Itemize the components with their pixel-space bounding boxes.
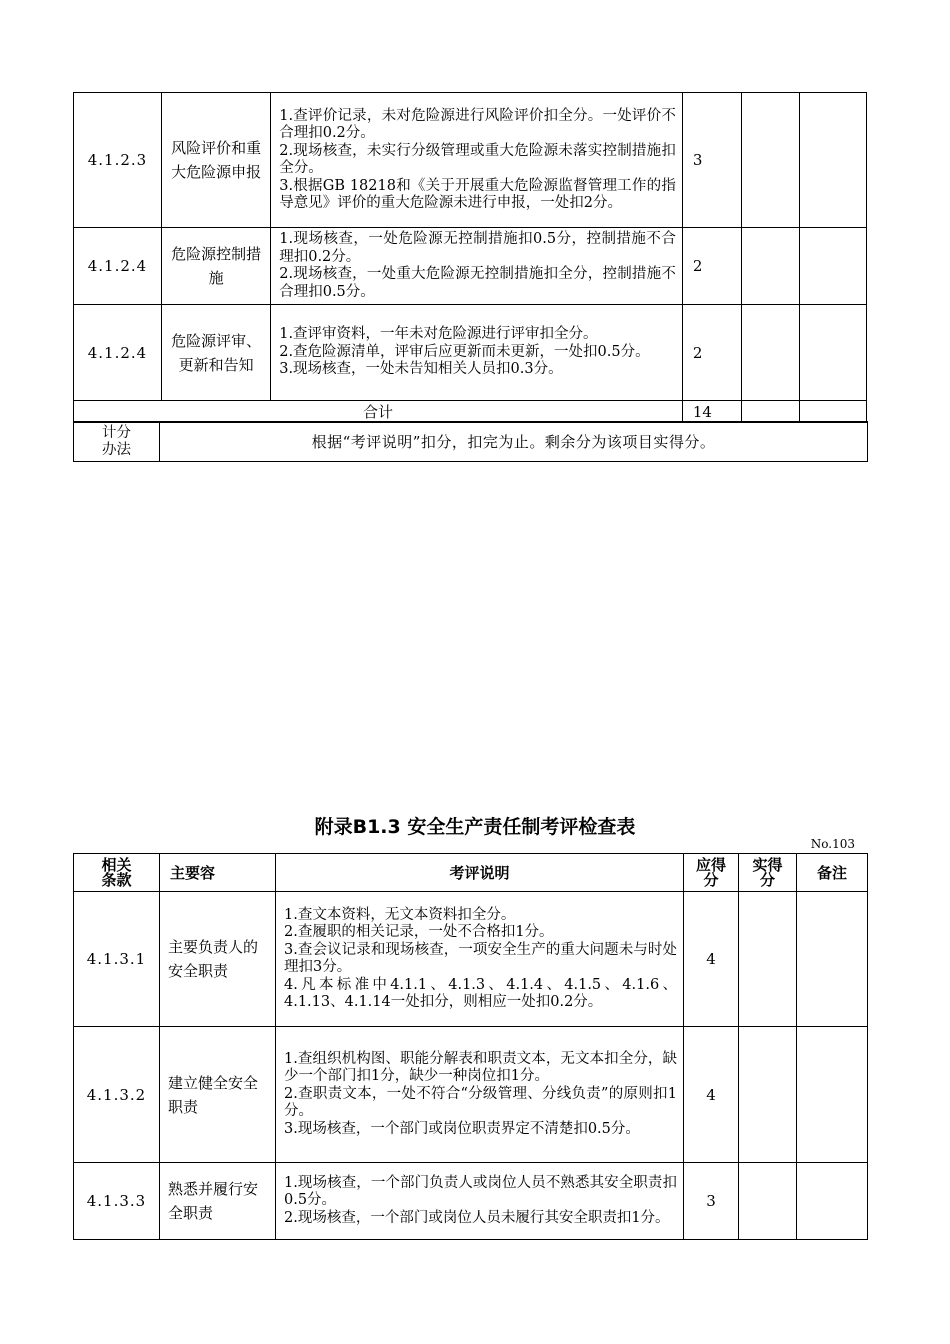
form-number: No.103: [810, 837, 855, 851]
header-note: 备注: [797, 854, 868, 892]
table-row: [74, 228, 867, 305]
table-row: [74, 93, 867, 228]
table-row: [74, 1027, 868, 1163]
scoring-method-table: [73, 421, 868, 462]
header-clause: 相关条款: [74, 854, 160, 892]
actual-score-cell: [741, 228, 800, 305]
main-content: 危险源评审、更新和告知: [161, 305, 270, 401]
clause-code: 4.1.3.1: [74, 892, 160, 1027]
required-score: 3: [682, 93, 741, 228]
clause-code: 4.1.2.3: [74, 93, 162, 228]
note-cell: [800, 305, 867, 401]
required-score: 2: [682, 305, 741, 401]
assessment-description: 1.查评价记录，未对危险源进行风险评价扣全分。一处评价不合理扣0.2分。 2.现场核查，未实行分级管理或重大危险源未落实控制措施扣全分。 3.根据GB 18218和《关于开展重大危险源监督管理工作的指导意见》评价的重大危险源未进行申报，一处扣2分。: [271, 93, 683, 228]
hazard-table: [73, 92, 867, 423]
note-cell: [797, 1027, 868, 1163]
assessment-description: 1.查评审资料，一年未对危险源进行评审扣全分。 2.查危险源清单，评审后应更新而未更新，一处扣0.5分。 3.现场核查，一处未告知相关人员扣0.3分。: [271, 305, 683, 401]
header-actual: 实得分: [739, 854, 797, 892]
clause-code: 4.1.2.4: [74, 305, 162, 401]
main-content: 主要负责人的安全职责: [160, 892, 276, 1027]
table-row: [74, 892, 868, 1027]
actual-score-cell: [741, 93, 800, 228]
required-score: 4: [684, 1027, 739, 1163]
note-cell: [797, 1163, 868, 1240]
required-score: 4: [684, 892, 739, 1027]
header-description: 考评说明: [276, 854, 684, 892]
scoring-method-label: 计分办法: [74, 422, 160, 462]
page-title: 附录B1.3 安全生产责任制考评检查表: [314, 816, 636, 838]
header-content: 主要容: [160, 854, 276, 892]
scoring-method-text: 根据“考评说明”扣分，扣完为止。剩余分为该项目实得分。: [160, 422, 868, 462]
table-header: [74, 854, 868, 892]
assessment-description: 1.查组织机构图、职能分解表和职责文本，无文本扣全分，缺少一个部门扣1分，缺少一种岗位扣1分。 2.查职责文本，一处不符合“分级管理、分线负责”的原则扣1分。 3.现场核查，一个部门或岗位职责界定不清楚扣0.5分。: [276, 1027, 684, 1163]
required-score: 2: [682, 228, 741, 305]
actual-score-cell: [741, 305, 800, 401]
responsibility-table: [73, 853, 868, 1240]
main-content: 建立健全安全职责: [160, 1027, 276, 1163]
note-cell: [800, 228, 867, 305]
header-score: 应得分: [684, 854, 739, 892]
actual-score-cell: [739, 1163, 797, 1240]
total-score: 14: [682, 401, 741, 423]
table-row: [74, 1163, 868, 1240]
main-content: 熟悉并履行安全职责: [160, 1163, 276, 1240]
actual-score-cell: [739, 892, 797, 1027]
clause-code: 4.1.2.4: [74, 228, 162, 305]
table-row: [74, 305, 867, 401]
total-row: [74, 401, 867, 423]
main-content: 风险评价和重大危险源申报: [161, 93, 270, 228]
clause-code: 4.1.3.2: [74, 1027, 160, 1163]
actual-score-cell: [739, 1027, 797, 1163]
clause-code: 4.1.3.3: [74, 1163, 160, 1240]
assessment-description: 1.现场核查，一个部门负责人或岗位人员不熟悉其安全职责扣0.5分。 2.现场核查，一个部门或岗位人员未履行其安全职责扣1分。: [276, 1163, 684, 1240]
total-label: 合计: [74, 401, 683, 423]
main-content: 危险源控制措施: [161, 228, 270, 305]
assessment-description: 1.现场核查，一处危险源无控制措施扣0.5分，控制措施不合理扣0.2分。 2.现场核查，一处重大危险源无控制措施扣全分，控制措施不合理扣0.5分。: [271, 228, 683, 305]
note-cell: [797, 892, 868, 1027]
required-score: 3: [684, 1163, 739, 1240]
note-cell: [800, 93, 867, 228]
assessment-description: 1.查文本资料，无文本资料扣全分。 2.查履职的相关记录，一处不合格扣1分。 3.查会议记录和现场核查，一项安全生产的重大问题未与时处理扣3分。 4.凡本标准中4.1.1、4.1.3、4.1.4、4.1.5、4.1.6、4.1.13、4.1.14一处扣分，则相应一处扣0.2分。: [276, 892, 684, 1027]
